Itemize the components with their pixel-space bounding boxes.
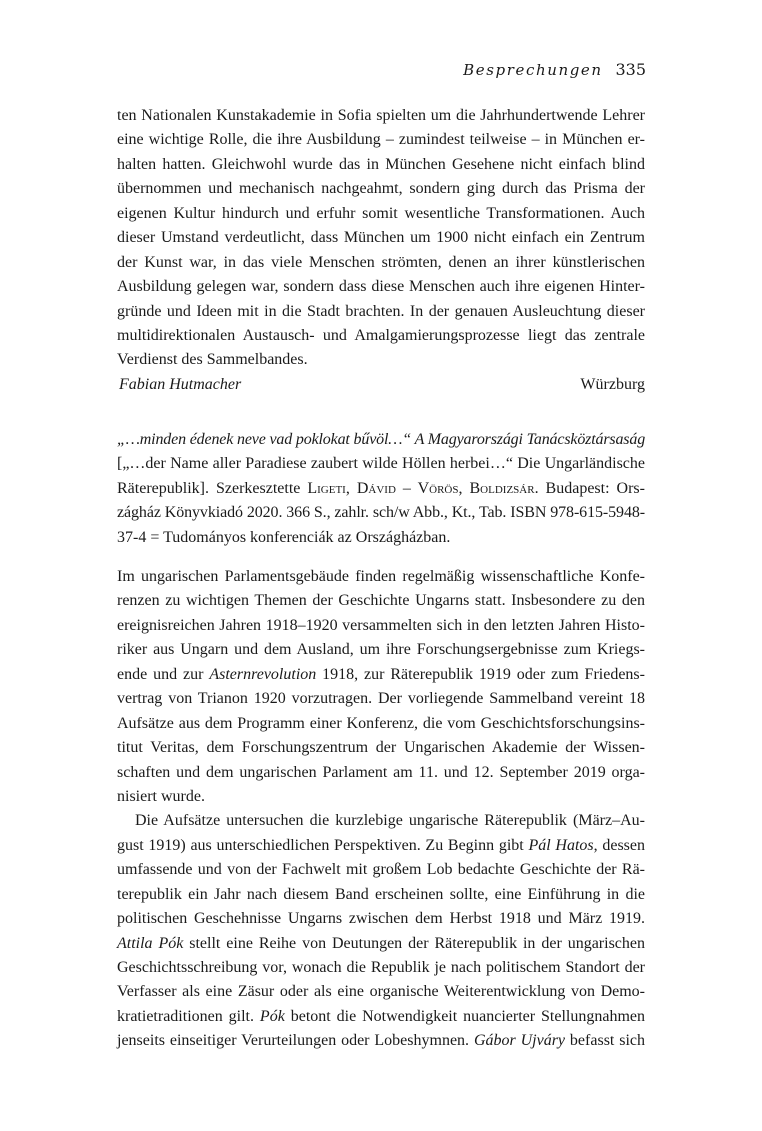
text-line: ten Nationalen Kunstakademie in Sofia spielten um die Jahrhundertwende Lehrer: [117, 107, 645, 124]
text-line: gründe und Ideen mit in die Stadt brachten. In der genauen Ausleuchtung dieser: [117, 302, 645, 320]
review-signature: [117, 373, 645, 397]
text-line: [117, 834, 645, 858]
text-line: vertrag von Trianon 1920 vorzutragen. Der vorliegende Sammelband vereint 18: [117, 690, 645, 708]
reviewer-place: Würzburg: [580, 375, 645, 393]
review-continuation: [117, 104, 645, 397]
book-citation: [117, 428, 645, 550]
text-line: eine wichtige Rolle, die ihre Ausbildung – zumindest teilweise – in München er-: [117, 131, 645, 149]
text-line: Im ungarischen Parlamentsgebäude finden regelmäßig wissenschaftliche Konfe-: [117, 568, 645, 585]
text-line: politischen Geschehnisse Ungarns zwischen dem Herbst 1918 und März 1919.: [117, 910, 645, 928]
citation-text: , Dávid –: [345, 479, 418, 497]
text-line: multidirektionalen Austausch- und Amalgamierungsprozesse liegt das zentrale: [117, 326, 645, 344]
author-name: Attila Pók: [117, 934, 184, 952]
citation-line: 37-4 = Tudományos konferenciák az Országházban.: [117, 528, 451, 546]
citation-text: . Budapest: Ors-: [534, 479, 645, 497]
citation-text: ,: [458, 479, 470, 497]
text-line: Geschichtsschreibung vor, wonach die Republik je nach politischem Standort der: [117, 959, 645, 976]
text-line: halten hatten. Gleichwohl wurde das in München Gesehene nicht einfach blind: [117, 155, 645, 173]
text-run: befasst sich: [565, 1032, 646, 1050]
editor-surname: Vörös: [417, 479, 459, 497]
text-line: ereignisreichen Jahren 1918–1920 versammelten sich in den letzten Jahren Histo-: [117, 616, 645, 634]
text-line: Verfasser als eine Zäsur oder als eine organische Weiterentwicklung von Demo-: [117, 983, 645, 1001]
editor-given-name: Boldizsár: [469, 479, 535, 497]
page-number: 335: [615, 60, 646, 79]
text-line: [117, 663, 645, 687]
author-name: Gábor Ujváry: [473, 1032, 566, 1050]
author-name: Pók: [259, 1007, 285, 1025]
text-line: schaften und dem ungarischen Parlament am 11. und 12. September 2019 orga-: [117, 763, 645, 781]
text-line: titut Veritas, dem Forschungszentrum der Ungarischen Akademie der Wissen-: [117, 739, 645, 757]
review-body: [117, 565, 645, 1054]
text-line: terepublik ein Jahr nach diesem Band erscheinen sollte, eine Einführung in die: [117, 885, 645, 903]
text-run: betont die Notwendigkeit nuancierter Stellungnahmen: [284, 1007, 645, 1025]
text-line: eigenen Kultur hindurch und erfuhr somit wesentliche Transformationen. Auch: [117, 204, 645, 222]
text-line: Aufsätze aus dem Programm einer Konferenz, die vom Geschichtsforschungsins-: [117, 714, 645, 732]
text-line: der Kunst war, in das viele Menschen strömten, denen an ihrer künstlerischen: [117, 253, 645, 271]
citation-line: [„…der Name aller Paradiese zaubert wilde Höllen herbei…“ Die Ungarländische: [117, 455, 645, 473]
book-title: „…minden édenek neve vad poklokat bűvöl…“ A Magyarországi Tanácsköztársaság: [117, 431, 646, 448]
text-line: dieser Umstand verdeutlicht, dass München um 1900 nicht einfach ein Zentrum: [117, 229, 645, 247]
running-header: [463, 60, 646, 79]
text-run: kratietraditionen gilt.: [117, 1007, 260, 1025]
text-line: renzen zu wichtigen Themen der Geschichte Ungarns statt. Insbesondere zu den: [117, 592, 645, 610]
text-run: gust 1919) aus unterschiedlichen Perspektiven. Zu Beginn gibt: [117, 836, 529, 854]
text-line: Verdienst des Sammelbandes.: [117, 351, 308, 369]
citation-line: zágház Könyvkiadó 2020. 366 S., zahlr. sch/w Abb., Kt., Tab. ISBN 978-615-5948-: [117, 504, 645, 522]
text-line: Ausbildung gelegen war, sondern dass diese Menschen auch ihre eigenen Hinter-: [117, 278, 645, 296]
text-run: jenseits einseitiger Verurteilungen oder Lobeshymnen.: [117, 1032, 474, 1050]
reviewer-name: Fabian Hutmacher: [119, 375, 242, 393]
text-line: nisiert wurde.: [117, 787, 205, 805]
text-line: [117, 932, 645, 956]
text-line: Die Aufsätze untersuchen die kurzlebige ungarische Räterepublik (März–Au-: [135, 812, 645, 830]
citation-text: Räterepublik]. Szerkesztette: [117, 479, 308, 497]
text-line: [117, 1005, 645, 1029]
author-name: Pál Hatos: [528, 836, 594, 854]
text-line: übernommen und mechanisch nachgeahmt, sondern ging durch das Prisma der: [117, 180, 645, 198]
emphasis: Asternrevolution: [209, 665, 317, 683]
text-line: riker aus Ungarn und dem Ausland, um ihre Forschungsergebnisse zum Kriegs-: [117, 641, 645, 659]
text-run: stellt eine Reihe von Deutungen der Räterepublik in der ungarischen: [183, 934, 645, 952]
text-line: umfassende und von der Fachwelt mit großem Lob bedachte Geschichte der Rä-: [117, 861, 645, 879]
text-run: , dessen: [593, 836, 645, 854]
section-title: Besprechungen: [463, 61, 603, 79]
editor-surname: Ligeti: [307, 479, 346, 497]
text-run: 1918, zur Räterepublik 1919 oder zum Friedens-: [316, 665, 645, 683]
text-line: [117, 1029, 645, 1053]
citation-editors-line: [117, 477, 645, 501]
text-run: ende und zur: [117, 665, 210, 683]
